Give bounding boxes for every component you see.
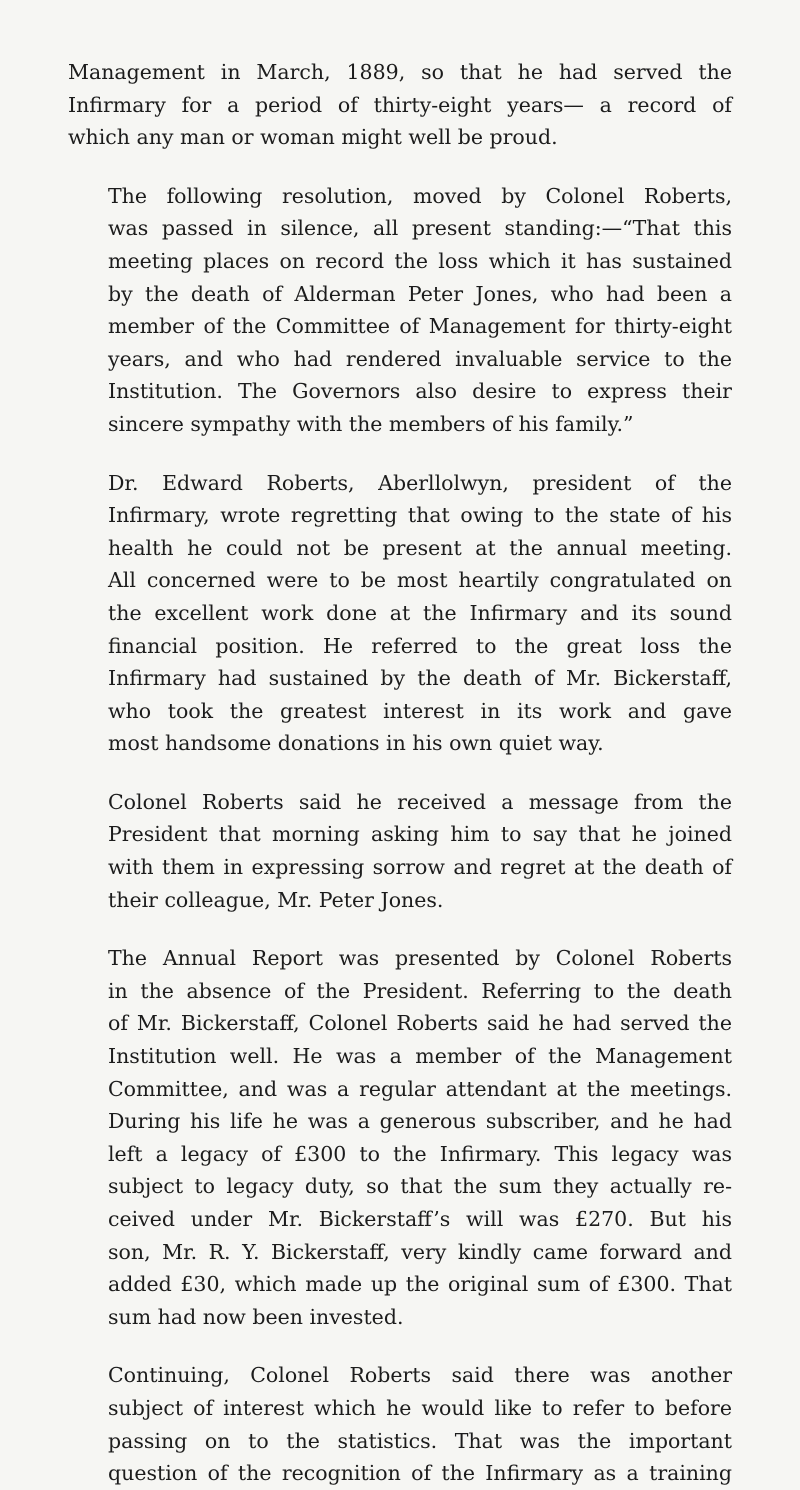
text-line: President that morning asking him to say that he joined (108, 822, 732, 847)
text-line: Continuing, Colonel Roberts said there was another (108, 1363, 732, 1388)
text-line: the excellent work done at the Infirmary and its sound (108, 600, 732, 625)
paragraph-2 (68, 180, 732, 441)
text-line: sincere sympathy with the members of his family.” (108, 411, 634, 436)
paragraph-1 (68, 56, 732, 154)
text-line: meeting places on record the loss which it has sustained (108, 248, 732, 273)
text-line: Institution. The Governors also desire to express their (108, 379, 732, 404)
text-line: with them in expressing sorrow and regret at the death of (108, 855, 732, 880)
text-line: Committee, and was a regular attendant at the meetings. (108, 1076, 732, 1101)
text-line: by the death of Alderman Peter Jones, who had been a (108, 281, 732, 306)
text-line: During his life he was a generous subscriber, and he had (108, 1109, 732, 1134)
paragraph-3 (68, 467, 732, 760)
paragraph-4 (68, 786, 732, 916)
text-line: sum had now been invested. (108, 1304, 404, 1329)
text-line: of Mr. Bickerstaff, Colonel Roberts said he had served the (108, 1011, 732, 1036)
text-line: which any man or woman might well be proud. (68, 125, 558, 150)
text-line: who took the greatest interest in its work and gave (108, 698, 732, 723)
text-body (68, 56, 732, 1490)
text-line: The Annual Report was presented by Colonel Roberts (108, 946, 732, 971)
text-line: in the absence of the President. Referring to the death (108, 978, 732, 1003)
text-line: Colonel Roberts said he received a message from the (108, 789, 732, 814)
text-line: financial position. He referred to the great loss the (108, 633, 732, 658)
text-line: was passed in silence, all present standing:—“That this (108, 216, 732, 241)
paragraph-6 (68, 1359, 732, 1489)
text-line: Management in March, 1889, so that he had served the (68, 60, 732, 84)
text-line: subject of interest which he would like to refer to before (108, 1395, 732, 1420)
text-line: health he could not be present at the annual meeting. (108, 535, 732, 560)
text-line: ceived under Mr. Bickerstaff’s will was £270. But his (108, 1207, 732, 1231)
text-line: member of the Committee of Management for thirty-eight (108, 314, 732, 339)
text-line: son, Mr. R. Y. Bickerstaff, very kindly came forward and (108, 1239, 732, 1264)
text-line: Dr. Edward Roberts, Aberllolwyn, president of the (108, 470, 732, 495)
text-line: Infirmary, wrote regretting that owing to the state of his (108, 503, 732, 528)
text-line: added £30, which made up the original sum of £300. That (108, 1272, 732, 1297)
text-line: The following resolution, moved by Colonel Roberts, (108, 183, 732, 208)
text-line: their colleague, Mr. Peter Jones. (108, 887, 444, 912)
text-line: subject to legacy duty, so that the sum they actually re- (108, 1174, 732, 1199)
text-line: passing on to the statistics. That was the important (108, 1428, 732, 1453)
text-line: Infirmary had sustained by the death of Mr. Bickerstaff, (108, 666, 732, 691)
text-line: Institution well. He was a member of the Management (108, 1044, 732, 1069)
text-line: most handsome donations in his own quiet way. (108, 731, 604, 756)
text-line: Infirmary for a period of thirty-eight years— a record of (68, 92, 732, 117)
text-line: question of the recognition of the Infirmary as a training (108, 1461, 732, 1486)
text-line: All concerned were to be most heartily congratulated on (108, 568, 732, 593)
text-line: left a legacy of £300 to the Infirmary. This legacy was (108, 1141, 732, 1166)
paragraph-5 (68, 942, 732, 1333)
text-line: years, and who had rendered invaluable service to the (108, 346, 732, 371)
